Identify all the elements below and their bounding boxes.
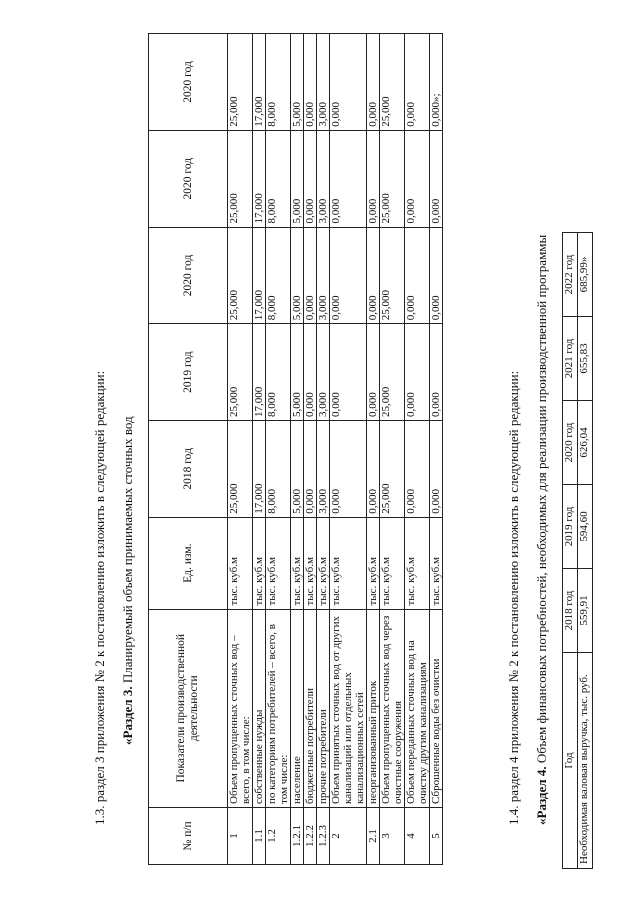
unit-cell: тыс. куб.м: [304, 517, 317, 609]
value-cell: 17,000: [253, 324, 266, 421]
value-cell: 0,000: [304, 130, 317, 227]
value-cell: 0,000: [304, 227, 317, 324]
row-label: бюджетные потребители: [304, 609, 317, 807]
value-cell: 8,000: [266, 421, 291, 518]
revenue-value: 655,83: [578, 317, 593, 401]
value-cell: 5,000: [291, 34, 304, 131]
table-row: [291, 34, 304, 865]
year-header-label: Год: [563, 653, 578, 869]
value-cell: 8,000: [266, 34, 291, 131]
year-cell: 2022 год: [563, 233, 578, 317]
row-label: прочие потребители: [317, 609, 330, 807]
unit-cell: тыс. куб.м: [380, 517, 405, 609]
row-number: 2.1: [367, 807, 380, 864]
row-label: Объем пропущенных сточных вод через очистные сооружения: [380, 609, 405, 807]
value-cell: 17,000: [253, 130, 266, 227]
wastewater-volume-table: [148, 33, 443, 865]
value-cell: 0,000: [304, 324, 317, 421]
value-cell: 8,000: [266, 324, 291, 421]
value-cell: 0,000: [405, 130, 430, 227]
table-row: [228, 34, 253, 865]
row-label: по категориям потребителей – всего, в том числе:: [266, 609, 291, 807]
financial-needs-table: [562, 232, 593, 869]
value-cell: 25,000: [228, 34, 253, 131]
row-number: 4: [405, 807, 430, 864]
row-number: 1.2.2: [304, 807, 317, 864]
value-cell: 0,000: [330, 227, 367, 324]
unit-cell: тыс. куб.м: [430, 517, 443, 609]
table-row: [317, 34, 330, 865]
value-cell: 25,000: [380, 34, 405, 131]
value-cell: 3,000: [317, 421, 330, 518]
row-number: 1.2.1: [291, 807, 304, 864]
unit-cell: тыс. куб.м: [266, 517, 291, 609]
table-row: [367, 34, 380, 865]
table-row: [380, 34, 405, 865]
value-cell: 5,000: [291, 324, 304, 421]
revenue-value: 594,60: [578, 485, 593, 569]
value-cell: 0,000: [430, 130, 443, 227]
intro-4-text: 1.4. раздел 4 приложения № 2 к постановлению изложить в следующей редакции:: [506, 370, 521, 825]
revenue-value: 685,99»: [578, 233, 593, 317]
value-cell: 5,000: [291, 130, 304, 227]
value-cell: 0,000: [304, 34, 317, 131]
value-cell: 25,000: [228, 130, 253, 227]
value-cell: 0,000: [405, 421, 430, 518]
value-cell: 17,000: [253, 421, 266, 518]
value-cell: 3,000: [317, 130, 330, 227]
revenue-value: 626,04: [578, 401, 593, 485]
value-cell: 8,000: [266, 227, 291, 324]
row-number: 5: [430, 807, 443, 864]
row-label: собственные нужды: [253, 609, 266, 807]
value-cell: 5,000: [291, 421, 304, 518]
value-cell: 25,000: [228, 421, 253, 518]
revenue-value: 559,91: [578, 569, 593, 653]
row-number: 2: [330, 807, 367, 864]
table-header-row: [149, 34, 228, 865]
table-row: [430, 34, 443, 865]
value-cell: 0,000: [405, 227, 430, 324]
unit-cell: тыс. куб.м: [228, 517, 253, 609]
value-cell: 3,000: [317, 227, 330, 324]
value-cell: 0,000: [367, 227, 380, 324]
value-cell: 25,000: [380, 324, 405, 421]
value-cell: 0,000: [330, 324, 367, 421]
row-number: 1.2.3: [317, 807, 330, 864]
row-label: неорганизованный приток: [367, 609, 380, 807]
section-3-heading: [120, 416, 135, 745]
table-row: [266, 34, 291, 865]
value-cell: 0,000: [330, 421, 367, 518]
section-4-label: «Раздел 4.: [534, 766, 549, 825]
table-row: [578, 233, 593, 869]
column-header: Показатели производственной деятельности: [149, 609, 228, 807]
section-3-title: Планируемый объем принимаемых сточных вод: [120, 416, 135, 684]
value-cell: 25,000: [380, 227, 405, 324]
row-number: 1: [228, 807, 253, 864]
value-cell: 25,000: [380, 130, 405, 227]
table-row: [330, 34, 367, 865]
value-cell: 17,000: [253, 34, 266, 131]
table-header-row: [563, 233, 578, 869]
row-number: 1.2: [266, 807, 291, 864]
value-cell: 8,000: [266, 130, 291, 227]
unit-cell: тыс. куб.м: [317, 517, 330, 609]
row-number: 3: [380, 807, 405, 864]
year-cell: 2019 год: [563, 485, 578, 569]
unit-cell: тыс. куб.м: [367, 517, 380, 609]
value-cell: 0,000: [330, 34, 367, 131]
value-cell: 5,000: [291, 227, 304, 324]
value-cell: 0,000»;: [430, 34, 443, 131]
column-header: № п/п: [149, 807, 228, 864]
value-cell: 0,000: [405, 324, 430, 421]
value-cell: 3,000: [317, 324, 330, 421]
value-cell: 17,000: [253, 227, 266, 324]
column-header: Ед. изм.: [149, 517, 228, 609]
value-cell: 0,000: [304, 421, 317, 518]
row-label: население: [291, 609, 304, 807]
unit-cell: тыс. куб.м: [405, 517, 430, 609]
value-cell: 0,000: [330, 130, 367, 227]
year-cell: 2020 год: [563, 401, 578, 485]
value-cell: 3,000: [317, 34, 330, 131]
year-cell: 2018 год: [563, 569, 578, 653]
value-cell: 0,000: [430, 421, 443, 518]
column-header: 2018 год: [149, 421, 228, 518]
unit-cell: тыс. куб.м: [253, 517, 266, 609]
column-header: 2020 год: [149, 227, 228, 324]
column-header: 2020 год: [149, 34, 228, 131]
section-3-label: «Раздел 3.: [120, 686, 135, 745]
value-cell: 0,000: [405, 34, 430, 131]
value-cell: 0,000: [367, 421, 380, 518]
table-row: [304, 34, 317, 865]
row-label: Объем пропущенных сточных вод – всего, в том числе:: [228, 609, 253, 807]
table-row: [405, 34, 430, 865]
unit-cell: тыс. куб.м: [291, 517, 304, 609]
section-4-title: Объем финансовых потребностей, необходимых для реализации производственной программы: [534, 234, 549, 764]
row-label: Объем принятых сточных вод от других канализаций или отдельных канализационных сетей: [330, 609, 367, 807]
value-cell: 0,000: [430, 324, 443, 421]
value-cell: 25,000: [380, 421, 405, 518]
value-cell: 0,000: [367, 130, 380, 227]
column-header: 2020 год: [149, 130, 228, 227]
year-cell: 2021 год: [563, 317, 578, 401]
column-header: 2019 год: [149, 324, 228, 421]
revenue-row-label: Необходимая валовая выручка, тыс. руб.: [578, 653, 593, 869]
row-number: 1.1: [253, 807, 266, 864]
row-label: Объем переданных сточных вод на очистку другим канализациям: [405, 609, 430, 807]
intro-3-text: 1.3. раздел 3 приложения № 2 к постановлению изложить в следующей редакции:: [92, 370, 107, 825]
value-cell: 0,000: [367, 324, 380, 421]
table-row: [253, 34, 266, 865]
section-4-heading: [534, 235, 549, 825]
row-label: Сброшенные воды без очистки: [430, 609, 443, 807]
value-cell: 0,000: [367, 34, 380, 131]
value-cell: 0,000: [430, 227, 443, 324]
value-cell: 25,000: [228, 324, 253, 421]
unit-cell: тыс. куб.м: [330, 517, 367, 609]
value-cell: 25,000: [228, 227, 253, 324]
